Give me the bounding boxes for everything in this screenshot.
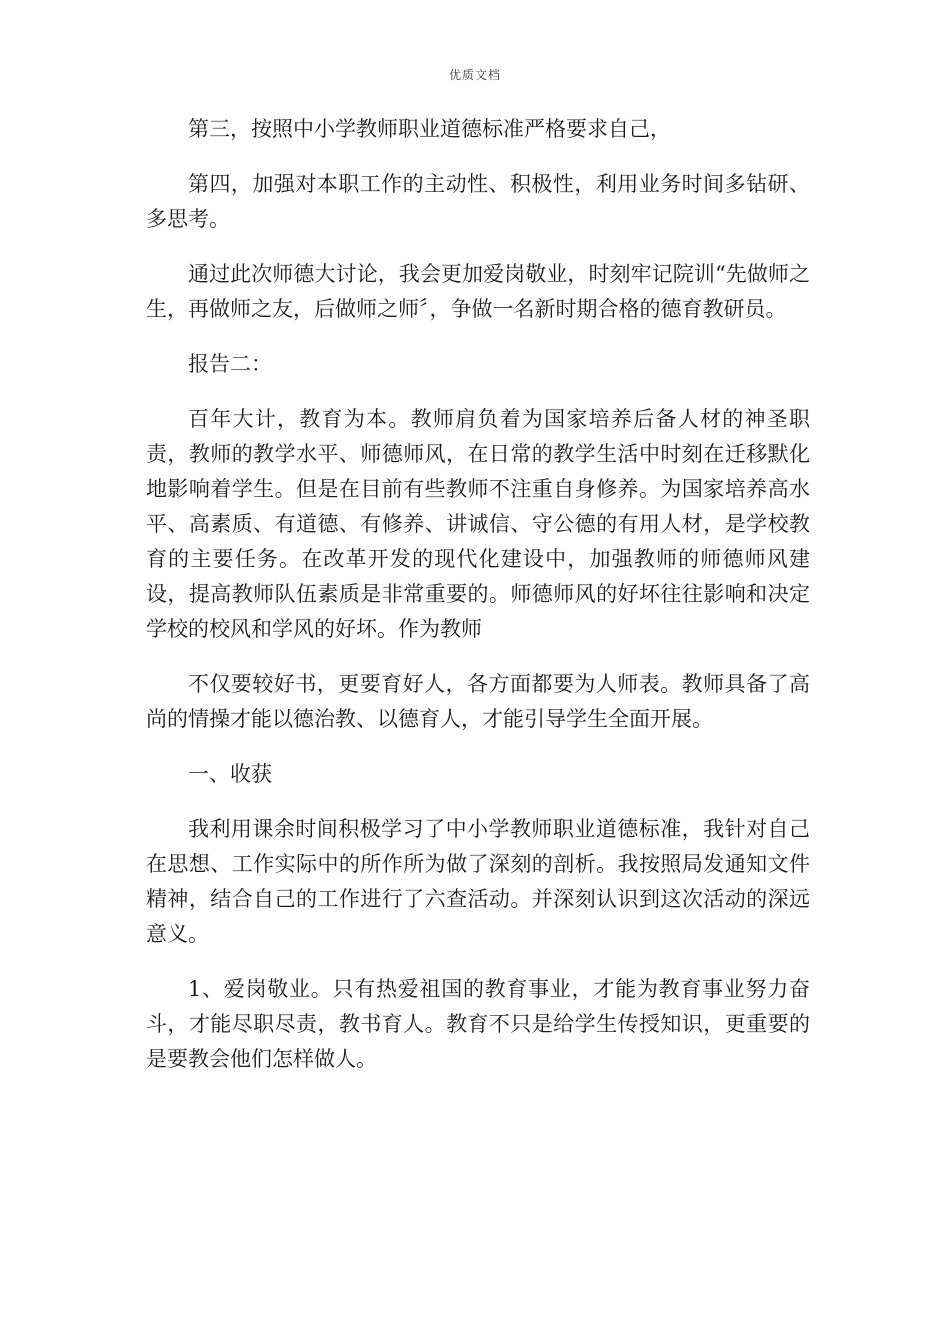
paragraph-self-study: 我利用课余时间积极学习了中小学教师职业道德标准，我针对自己在思想、工作实际中的所作所为做了深刻的剖析。我按照局发通知文件精神，结合自己的工作进行了六查活动。并深刻认识到这次活动的深远意义。	[146, 817, 810, 946]
section-heading-gains: 一、收获	[188, 762, 272, 786]
document-body	[146, 112, 810, 1097]
paragraph-dedication: 1、爱岗敬业。只有热爱祖国的教育事业，才能为教育事业努力奋斗，才能尽职尽责，教书育人。教育不只是给学生传授知识，更重要的是要教会他们怎样做人。	[146, 977, 810, 1071]
section-heading-report-two: 报告二：	[188, 352, 272, 376]
paragraph-education-foundation: 百年大计，教育为本。教师肩负着为国家培养后备人材的神圣职责，教师的教学水平、师德师风，在日常的教学生活中时刻在迁移默化地影响着学生。但是在目前有些教师不注重自身修养。为国家培养高水平、高素质、有道德、有修养、讲诚信、守公德的有用人材，是学校教育的主要任务。在改革开发的现代化建设中，加强教师的师德师风建设，提高教师队伍素质是非常重要的。师德师风的好坏往往影响和决定学校的校风和学风的好坏。作为教师	[146, 407, 810, 641]
paragraph-teacher-role: 不仅要较好书，更要育好人，各方面都要为人师表。教师具备了高尚的情操才能以德治教、以德育人，才能引导学生全面开展。	[146, 672, 810, 731]
paragraph-third-point: 第三，按照中小学教师职业道德标准严格要求自己，	[188, 117, 671, 141]
paragraph-conclusion: 通过此次师德大讨论，我会更加爱岗敬业，时刻牢记院训“先做师之生，再做师之友，后做师之师〞，争做一名新时期合格的德育教研员。	[146, 262, 810, 321]
paragraph-fourth-point: 第四，加强对本职工作的主动性、积极性，利用业务时间多钻研、多思考。	[146, 172, 810, 231]
page-header: 优质文档	[448, 68, 501, 82]
